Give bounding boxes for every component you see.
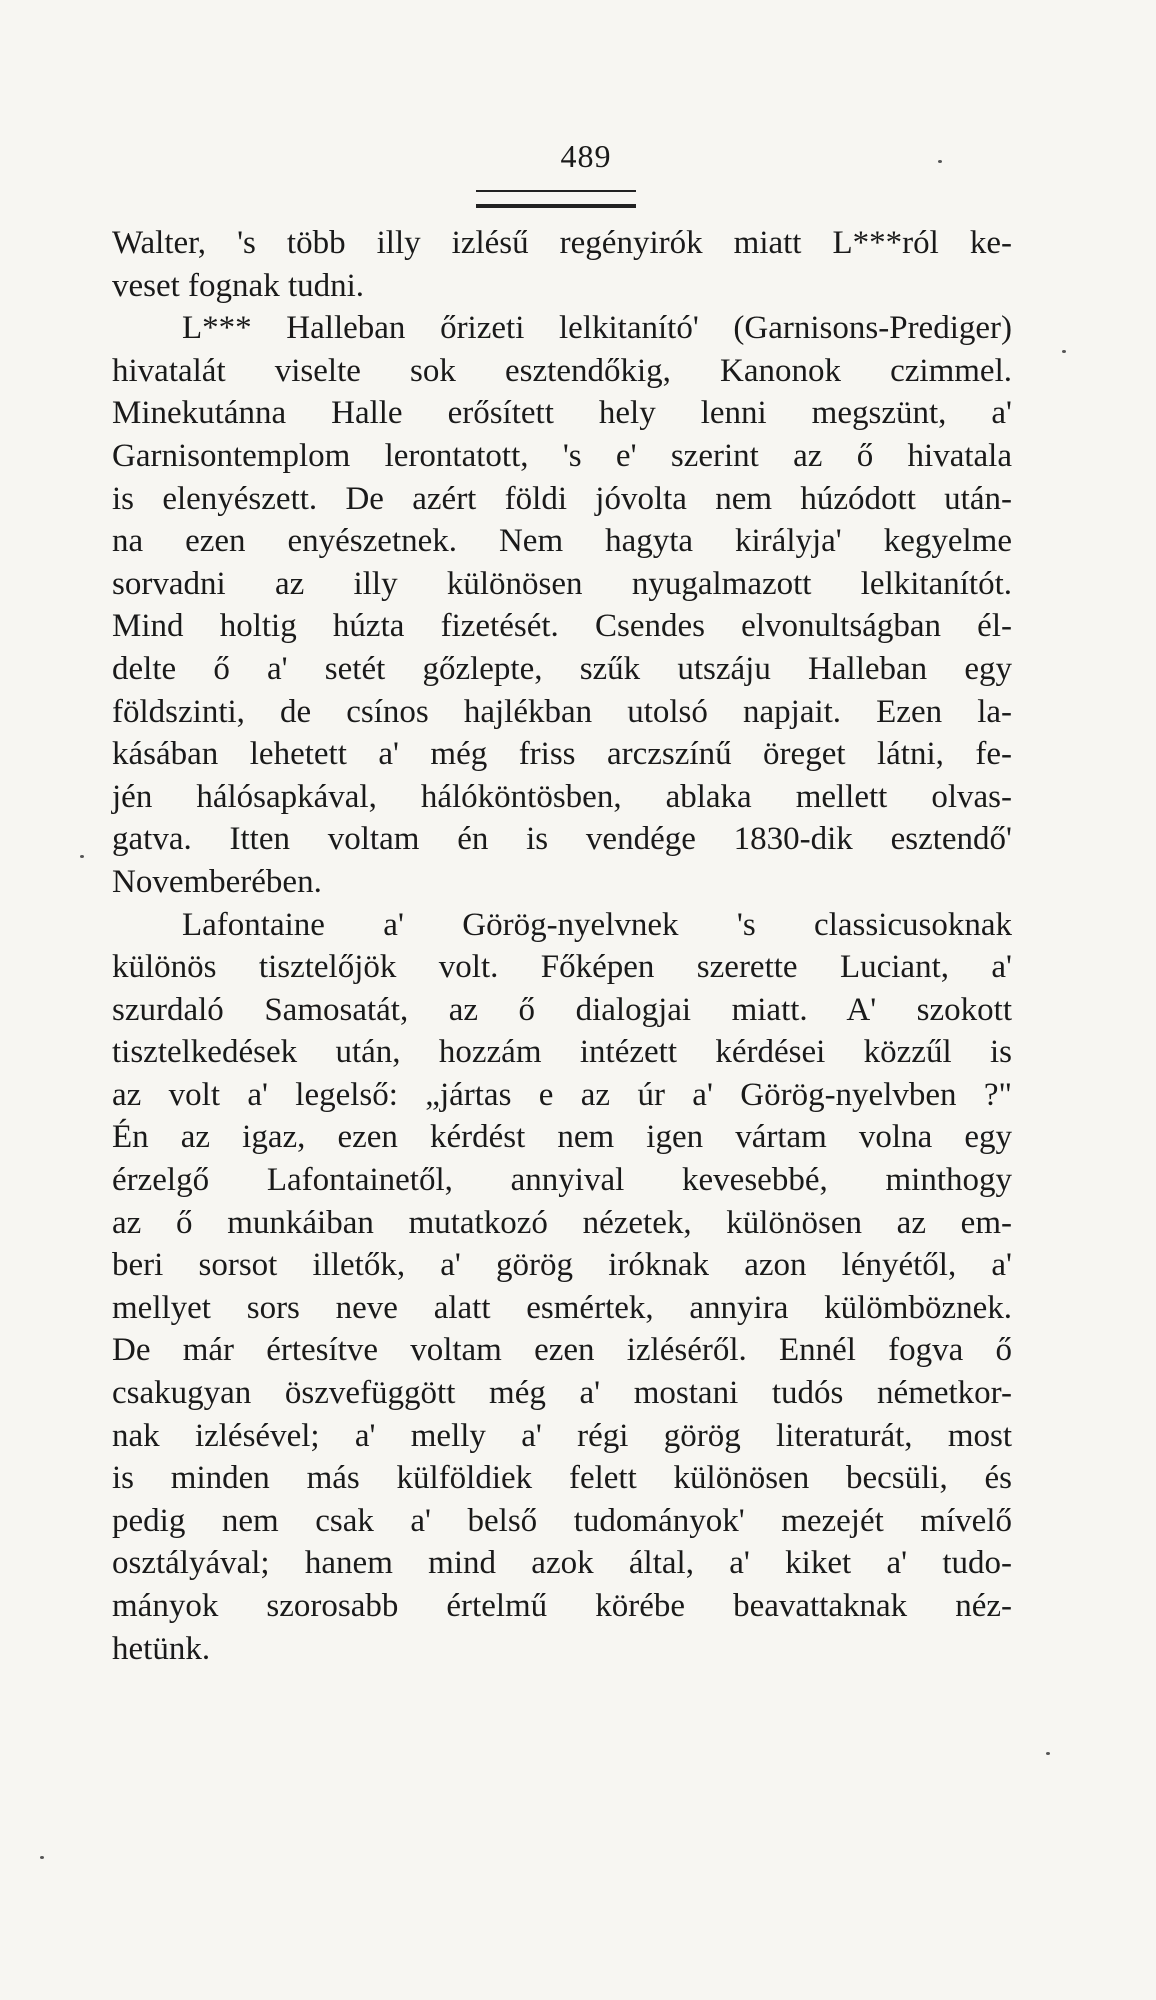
text-line: sorvadni az illy különösen nyugalmazott lelkitanítót. xyxy=(112,565,1012,602)
paragraph xyxy=(112,222,1012,307)
body-text xyxy=(112,222,1012,1670)
text-line: Mind holtig húzta fizetését. Csendes elvonultságban él- xyxy=(112,608,1012,645)
scan-speck xyxy=(1062,350,1066,353)
text-line: Lafontaine a' Görög-nyelvnek 's classicusoknak xyxy=(182,906,1012,943)
text-line: pedig nem csak a' belső tudományok' mezejét mívelő xyxy=(112,1502,1012,1539)
text-line: osztályával; hanem mind azok által, a' kiket a' tudo- xyxy=(112,1545,1012,1582)
text-line: De már értesítve voltam ezen izléséről. Ennél fogva ő xyxy=(112,1332,1012,1369)
text-line: Garnisontemplom lerontatott, 's e' szerint az ő hivatala xyxy=(112,437,1012,474)
text-line: jén hálósapkával, hálóköntösben, ablaka mellett olvas- xyxy=(112,778,1012,815)
scan-speck xyxy=(80,855,84,858)
scan-speck xyxy=(938,160,942,163)
scan-speck xyxy=(40,1856,44,1859)
text-line: mányok szorosabb értelmű körébe beavattaknak néz- xyxy=(112,1588,1012,1624)
text-line: mellyet sors neve alatt esmértek, annyira külömböznek. xyxy=(112,1289,1012,1326)
text-line: szurdaló Samosatát, az ő dialogjai miatt. A' szokott xyxy=(112,991,1012,1028)
scan-speck xyxy=(1046,1752,1050,1755)
text-line: kásában lehetett a' még friss arczszínű öreget látni, fe- xyxy=(112,736,1012,773)
text-line: is elenyészett. De azért földi jóvolta nem húzódott után- xyxy=(112,480,1012,517)
text-line: Walter, 's több illy izlésű regényirók miatt L***ról ke- xyxy=(112,225,1012,261)
paragraph xyxy=(112,307,1012,903)
text-line: az volt a' legelső: „jártas e az úr a' Görög-nyelvben ?" xyxy=(112,1076,1012,1113)
text-line: gatva. Itten voltam én is vendége 1830-dik esztendő' xyxy=(112,821,1012,858)
text-line: érzelgő Lafontainetől, annyival kevesebbé, minthogy xyxy=(112,1162,1012,1199)
text-line: Minekutánna Halle erősített hely lenni megszünt, a' xyxy=(112,395,1012,432)
text-line: veset fognak tudni. xyxy=(112,267,365,304)
page-number: 489 xyxy=(560,138,612,174)
text-line: L*** Halleban őrizeti lelkitanító' (Garnisons-Prediger) xyxy=(182,310,1012,347)
text-line: különös tisztelőjök volt. Főképen szerette Luciant, a' xyxy=(112,949,1012,986)
text-line: beri sorsot illetők, a' görög iróknak azon lényétől, a' xyxy=(112,1247,1012,1284)
text-line: hetünk. xyxy=(112,1630,211,1667)
text-line: Én az igaz, ezen kérdést nem igen vártam volna egy xyxy=(112,1119,1012,1156)
text-line: hivatalát viselte sok esztendőkig, Kanonok czimmel. xyxy=(112,352,1012,389)
text-line: az ő munkáiban mutatkozó nézetek, különösen az em- xyxy=(112,1204,1012,1241)
text-line: delte ő a' setét gőzlepte, szűk utszáju Halleban egy xyxy=(112,650,1012,687)
text-line: na ezen enyészetnek. Nem hagyta királyja' kegyelme xyxy=(112,523,1012,560)
paragraph xyxy=(112,904,1012,1671)
text-line: tisztelkedések után, hozzám intézett kérdései közzűl is xyxy=(112,1034,1012,1071)
text-line: földszinti, de csínos hajlékban utolsó napjait. Ezen la- xyxy=(112,693,1012,730)
text-line: csakugyan öszvefüggött még a' mostani tudós németkor- xyxy=(112,1375,1012,1412)
text-line: Novemberében. xyxy=(112,863,322,900)
text-line: nak izlésével; a' melly a' régi görög literaturát, most xyxy=(112,1417,1012,1454)
header-rule xyxy=(476,190,636,208)
text-line: is minden más külföldiek felett különösen becsüli, és xyxy=(112,1460,1012,1497)
